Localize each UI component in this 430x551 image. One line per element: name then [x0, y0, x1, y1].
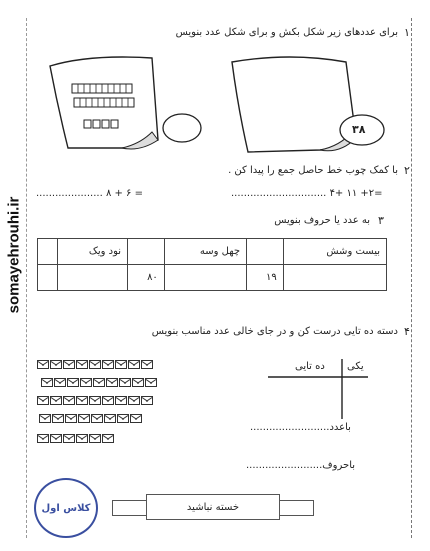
envelope-icon [67, 378, 79, 387]
envelope-icon [54, 378, 66, 387]
envelope-icon [102, 396, 114, 405]
watermark-text: somayehrouhi.ir [5, 196, 23, 314]
envelope-row-1 [37, 360, 153, 369]
envelope-icon [128, 360, 140, 369]
q3-cell-r2c1[interactable] [283, 265, 386, 291]
q2-expression-right-dots[interactable]: .............................. [231, 188, 327, 199]
q3-table [37, 238, 387, 291]
q1-number: ۱ [404, 26, 410, 39]
envelope-icon [37, 396, 49, 405]
envelope-icon [50, 434, 62, 443]
q3-cell-r1c1: بیست وشش [283, 239, 386, 265]
envelope-icon [132, 378, 144, 387]
table-row [38, 239, 387, 265]
table-row [38, 265, 387, 291]
q2-text: با کمک چوب خط حاصل جمع را پیدا کن . [228, 165, 398, 176]
envelope-icon [119, 378, 131, 387]
envelope-icon [91, 414, 103, 423]
watermark [4, 175, 24, 335]
envelope-icon [141, 396, 153, 405]
q3-cell-r1c3: چهل وسه [164, 239, 246, 265]
envelope-icon [65, 414, 77, 423]
envelope-icon [76, 396, 88, 405]
envelope-icon [78, 414, 90, 423]
envelope-icon [50, 360, 62, 369]
q4-with-letters [246, 460, 355, 471]
envelope-icon [50, 396, 62, 405]
q1-text: برای عددهای زیر شکل بکش و برای شکل عدد بنویس [175, 27, 398, 38]
envelope-icon [93, 378, 105, 387]
q4-text: دسته ده تایی درست کن و در جای خالی عدد مناسب بنویس [151, 326, 398, 337]
envelope-row-3 [37, 396, 153, 405]
envelope-icon [63, 434, 75, 443]
right-paper [232, 57, 384, 152]
q3-cell-r1c5: نود ویک [58, 239, 128, 265]
envelope-row-2 [41, 378, 157, 387]
envelope-row-5 [37, 434, 114, 443]
q2-expression-right [231, 188, 383, 199]
envelope-icon [128, 396, 140, 405]
q3-cell-r2c3[interactable] [164, 265, 246, 291]
envelope-icon [63, 360, 75, 369]
q3-cell-r2c2: ۱۹ [247, 265, 284, 291]
logo-text: کلاس اول [41, 502, 91, 514]
envelope-icon [80, 378, 92, 387]
envelope-icon [37, 434, 49, 443]
q3-cell-r2c6 [38, 265, 58, 291]
q2-number: ۲ [404, 164, 410, 177]
logo [34, 478, 98, 538]
envelope-icon [39, 414, 51, 423]
envelope-icon [37, 360, 49, 369]
q3-number: ۳ [378, 214, 384, 227]
q4-number: ۴ [404, 325, 410, 338]
q3-text: به عدد یا حروف بنویس [274, 215, 370, 226]
envelope-icon [89, 434, 101, 443]
envelope-icon [106, 378, 118, 387]
q3-cell-r1c4[interactable] [128, 239, 165, 265]
envelope-row-4 [39, 414, 142, 423]
q4-with-letters-dots[interactable]: ........................ [246, 460, 323, 471]
envelope-icon [76, 360, 88, 369]
q4-with-number [250, 422, 351, 433]
envelope-icon [76, 434, 88, 443]
envelope-icon [141, 360, 153, 369]
footer-banner-text: خسته نباشید [186, 501, 240, 513]
envelope-icon [63, 396, 75, 405]
left-paper [50, 57, 201, 149]
q3-cell-r2c5[interactable] [58, 265, 128, 291]
q2-expression-left-prefix: ۸ + ۶ = [105, 188, 143, 199]
envelope-icon [130, 414, 142, 423]
envelope-icon [52, 414, 64, 423]
envelope-icon [41, 378, 53, 387]
q3-cell-r1c6[interactable] [38, 239, 58, 265]
q1-figures [40, 48, 410, 160]
q4-with-letters-label: باحروف [322, 460, 356, 471]
q2-expression-left [36, 188, 143, 199]
q4-col-tens: ده تایی [295, 361, 325, 372]
envelope-icon [117, 414, 129, 423]
envelope-icon [89, 360, 101, 369]
envelope-icon [145, 378, 157, 387]
left-border [26, 18, 28, 538]
q2-expression-right-prefix: ۴+ ۱۱ +۲= [329, 188, 383, 199]
footer-banner [146, 494, 280, 520]
q1-answer-number: ۳۸ [352, 123, 366, 136]
q4-with-number-dots[interactable]: ......................... [250, 422, 330, 433]
q3-cell-r2c4: ۸۰ [128, 265, 165, 291]
envelope-icon [102, 434, 114, 443]
q2-expression-left-dots[interactable]: ..................... [36, 188, 103, 199]
envelope-icon [104, 414, 116, 423]
q4-with-number-label: باعدد [329, 422, 351, 433]
right-border [411, 18, 413, 538]
q4-col-ones: یکی [347, 361, 364, 372]
envelope-icon [89, 396, 101, 405]
banner-ribbon-right [274, 500, 314, 516]
envelope-icon [115, 396, 127, 405]
q3-cell-r1c2[interactable] [247, 239, 284, 265]
envelope-icon [115, 360, 127, 369]
envelope-icon [102, 360, 114, 369]
